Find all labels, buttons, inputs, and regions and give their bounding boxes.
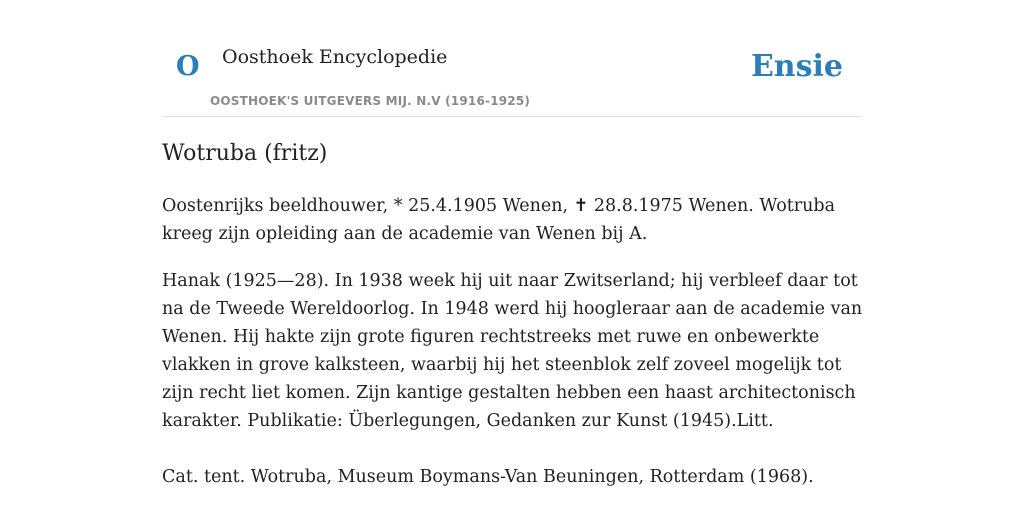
entry-paragraph: Cat. tent. Wotruba, Museum Boymans-Van Beuningen, Rotterdam (1968). (162, 467, 814, 487)
article-page (162, 0, 863, 487)
entry-title: Wotruba (fritz) (162, 141, 328, 166)
ensie-logo[interactable]: Ensie (750, 49, 843, 84)
publication-header (162, 0, 862, 117)
publication-title[interactable]: Oosthoek Encyclopedie (222, 46, 448, 68)
entry-paragraph: Hanak (1925—28). In 1938 week hij uit naar Zwitserland; hij verbleef daar tot na de Tweede Wereldoorlog. In 1948 werd hij hoogleraar aan de academie van Wenen. Hij hakte zijn grote figuren rechtstreeks met ruwe en onbewerkte vlakken in grove kalksteen, waarbij hij het steenblok zelf zoveel mogelijk tot zijn recht liet komen. Zijn kantige gestalten hebben een haast architectonisch karakter. Publikatie: Überlegungen, Gedanken zur Kunst (1945).Litt. (162, 271, 863, 431)
publication-subtitle: OOSTHOEK'S UITGEVERS MIJ. N.V (1916-1925) (210, 94, 531, 108)
publication-logo[interactable]: O (176, 51, 200, 82)
entry-paragraph: Oostenrijks beeldhouwer, * 25.4.1905 Wenen, ✝ 28.8.1975 Wenen. Wotruba kreeg zijn opleiding aan de academie van Wenen bij A. (162, 196, 836, 244)
